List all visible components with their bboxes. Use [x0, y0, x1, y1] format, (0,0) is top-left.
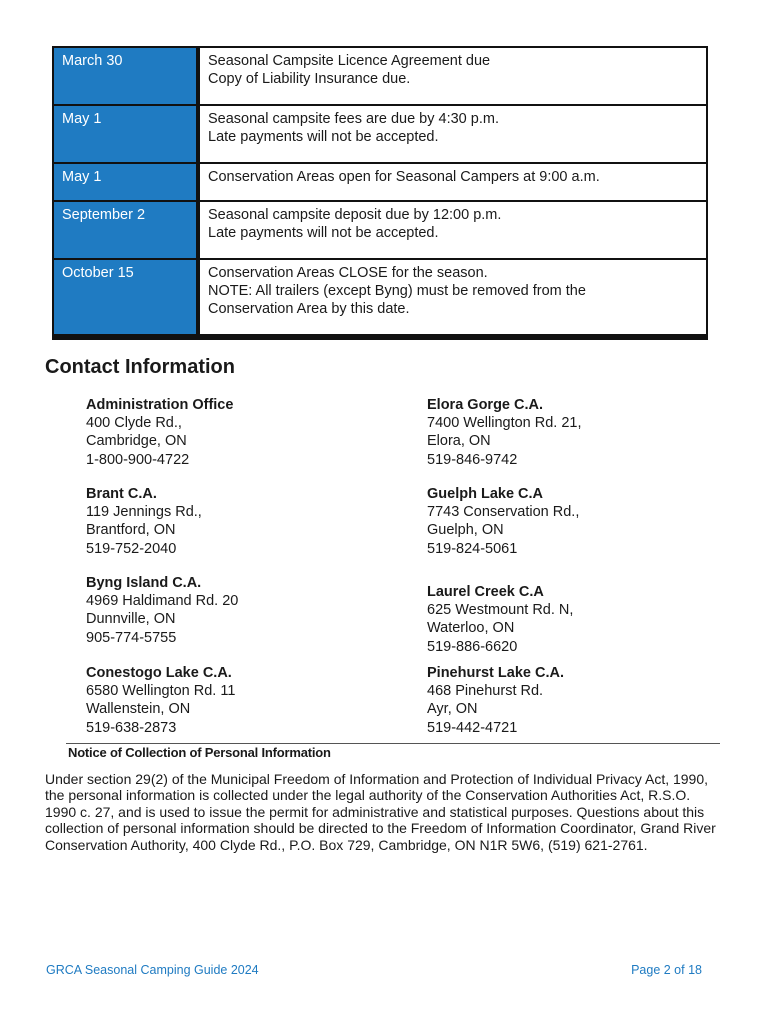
office-block-administration — [86, 396, 233, 469]
office-block-conestogo-lake — [86, 664, 235, 737]
footer-page-number: Page 2 of 18 — [631, 963, 702, 977]
office-address: 400 Clyde Rd., — [86, 415, 182, 432]
description-cell — [200, 48, 706, 104]
office-block-elora-gorge — [427, 396, 582, 469]
office-city: Dunnville, ON — [86, 611, 176, 628]
table-row — [54, 164, 706, 200]
notice-body: Under section 29(2) of the Municipal Freedom of Information and Protection of Individual Privacy Act, 1990, the personal information is collected under the legal authority of the Conservation Authorities Act, R.S.O. 1990 c. 27, and is used to issue the permit for administrative and statistical purposes. Questions about this collection of personal information should be directed to the Freedom of Information Coordinator, Grand River Conservation Authority, 400 Clyde Rd., P.O. Box 729, Cambridge, ON N1R 5W6, (519) 621-2761. — [45, 771, 716, 853]
office-address: 119 Jennings Rd., — [86, 504, 202, 521]
description-cell — [200, 106, 706, 162]
table-row — [54, 260, 706, 334]
description-line: Seasonal campsite deposit due by 12:00 p.m. — [208, 207, 502, 223]
description-line: Copy of Liability Insurance due. — [208, 71, 411, 87]
office-phone: 905-774-5755 — [86, 629, 177, 646]
office-name: Guelph Lake C.A — [427, 486, 544, 502]
office-name: Byng Island C.A. — [86, 575, 202, 591]
office-phone: 519-846-9742 — [427, 451, 518, 468]
date-cell: May 1 — [54, 164, 196, 200]
date-cell: March 30 — [54, 48, 196, 104]
table-row — [54, 48, 706, 104]
office-city: Wallenstein, ON — [86, 701, 191, 718]
office-phone: 519-886-6620 — [427, 638, 518, 655]
office-name: Conestogo Lake C.A. — [86, 665, 232, 681]
office-block-byng-island — [86, 574, 238, 647]
important-dates-table — [52, 46, 708, 340]
footer-document-title: GRCA Seasonal Camping Guide 2024 — [46, 963, 259, 977]
office-address: 4969 Haldimand Rd. 20 — [86, 593, 239, 610]
office-city: Ayr, ON — [427, 701, 478, 718]
description-line: NOTE: All trailers (except Byng) must be removed from the — [208, 283, 586, 299]
description-cell — [200, 164, 706, 200]
office-phone: 1-800-900-4722 — [86, 451, 190, 468]
description-line: Seasonal Campsite Licence Agreement due — [208, 53, 491, 69]
table-row — [54, 106, 706, 162]
office-city: Cambridge, ON — [86, 433, 187, 450]
office-name: Brant C.A. — [86, 486, 157, 502]
description-cell — [200, 260, 706, 334]
office-block-brant — [86, 485, 202, 558]
office-phone: 519-824-5061 — [427, 540, 518, 557]
office-city: Elora, ON — [427, 433, 491, 450]
office-city: Brantford, ON — [86, 522, 176, 539]
section-heading: Contact Information — [45, 356, 235, 378]
divider — [66, 743, 720, 744]
office-block-guelph-lake — [427, 485, 579, 558]
office-city: Guelph, ON — [427, 522, 504, 539]
office-name: Pinehurst Lake C.A. — [427, 665, 564, 681]
office-address: 468 Pinehurst Rd. — [427, 683, 544, 700]
table-row — [54, 202, 706, 258]
description-line: Conservation Area by this date. — [208, 301, 410, 317]
office-name: Laurel Creek C.A — [427, 584, 544, 600]
office-address: 7743 Conservation Rd., — [427, 504, 580, 521]
description-line: Seasonal campsite fees are due by 4:30 p.m. — [208, 111, 499, 127]
description-cell — [200, 202, 706, 258]
description-line: Conservation Areas CLOSE for the season. — [208, 265, 488, 281]
description-line: Late payments will not be accepted. — [208, 129, 439, 145]
office-block-pinehurst-lake — [427, 664, 564, 737]
date-cell: May 1 — [54, 106, 196, 162]
office-phone: 519-752-2040 — [86, 540, 177, 557]
office-phone: 519-442-4721 — [427, 719, 518, 736]
office-block-laurel-creek — [427, 583, 573, 656]
notice-heading: Notice of Collection of Personal Information — [68, 745, 331, 760]
description-line: Conservation Areas open for Seasonal Campers at 9:00 a.m. — [208, 169, 600, 185]
office-name: Administration Office — [86, 397, 234, 413]
office-address: 625 Westmount Rd. N, — [427, 602, 574, 619]
date-cell: September 2 — [54, 202, 196, 258]
office-city: Waterloo, ON — [427, 620, 515, 637]
office-address: 6580 Wellington Rd. 11 — [86, 683, 236, 700]
office-name: Elora Gorge C.A. — [427, 397, 544, 413]
date-cell: October 15 — [54, 260, 196, 334]
office-address: 7400 Wellington Rd. 21, — [427, 415, 582, 432]
office-phone: 519-638-2873 — [86, 719, 177, 736]
description-line: Late payments will not be accepted. — [208, 225, 439, 241]
